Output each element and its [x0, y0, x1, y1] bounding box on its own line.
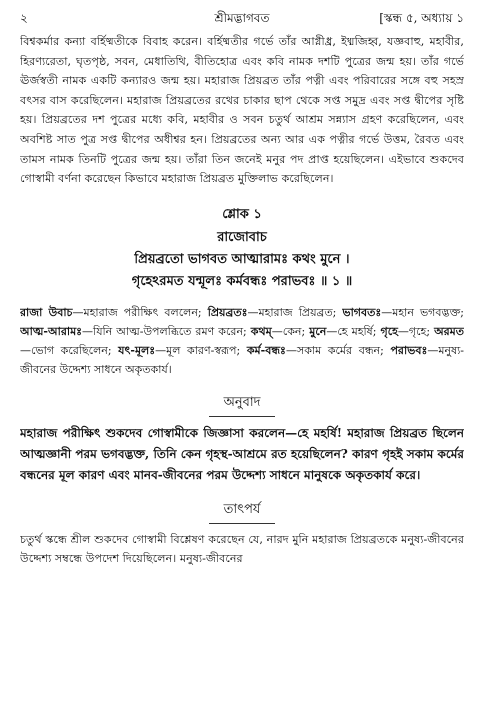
- synonym-term: গৃহে: [380, 324, 398, 338]
- purport-heading: তাৎপর্য: [223, 501, 261, 517]
- synonym-meaning: সকাম কর্মের বন্ধন;: [296, 343, 384, 357]
- verse-line: প্রিয়ব্রতো ভাগবত আত্মারামঃ কথং মুনে ।: [134, 251, 350, 267]
- synonym-meaning: কেন;: [282, 324, 306, 338]
- verse-speaker: রাজোবাচ: [217, 229, 267, 245]
- synonym-meaning: মূল কারণ-স্বরূপ;: [166, 343, 241, 357]
- verse-line: গৃহেঽরমত যন্মূলঃ কর্মবন্ধঃ পরাভবঃ ॥ ১ ॥: [131, 273, 353, 289]
- chapter-summary-paragraph: বিশ্বকর্মার কন্যা বর্হিষ্মতীকে বিবাহ করেন। বর্হিষ্মতীর গর্ভে তাঁর আগ্নীধ্র, ইধ্মজিহ্ব, যজ্ঞবাহু, মহাবীর, হিরণ্যরেতা, ঘৃতপৃষ্ঠ, সবন, মেধাতিথি, বীতিহোত্র এবং কবি নামক দশটি পুত্রের জন্ম হয়। তাঁর গর্ভে ঊর্জস্বতী নামক একটি কন্যারও জন্ম হয়। মহারাজ প্রিয়ব্রত তাঁর পত্নী এবং পরিবারের সঙ্গে বহু সহস্র বৎসর বাস করেছিলেন। মহারাজ প্রিয়ব্রতের রথের চাকার ছাপ থেকে সপ্ত সমুদ্র এবং সপ্ত দ্বীপের সৃষ্টি হয়। প্রিয়ব্রতের দশ পুত্রের মধ্যে কবি, মহাবীর ও সবন চতুর্থ আশ্রম সন্ন্যাস গ্রহণ করেছিলেন, এবং অবশিষ্ট সাত পুত্র সপ্ত দ্বীপের অধীশ্বর হন। প্রিয়ব্রতের অন্য আর এক পত্নীর গর্ভে উত্তম, রৈবত এবং তামস নামক তিনটি পুত্রের জন্ম হয়। তাঁরা তিন জনেই মনুর পদ প্রাপ্ত হয়েছিলেন। এইভাবে শুকদেব গোস্বামী বর্ণনা করেছেন কিভাবে মহারাজ প্রিয়ব্রত মুক্তিলাভ করেছিলেন।: [20, 35, 464, 186]
- synonym-meaning: যিনি আত্ম-উপলব্ধিতে রমণ করেন;: [93, 324, 247, 338]
- translation-heading: অনুবাদ: [223, 394, 261, 410]
- synonym-term: আত্ম-আরামঃ: [20, 324, 83, 338]
- page-number: ২: [20, 11, 28, 25]
- synonym-meaning: মহারাজ পরীক্ষিৎ বললেন;: [83, 305, 202, 319]
- heading-underline: [209, 523, 275, 524]
- synonym-term: অরমত: [434, 324, 464, 338]
- synonym-term: কর্ম-বন্ধঃ: [246, 343, 286, 357]
- book-page: [20, 8, 464, 702]
- synonym-term: রাজা উবাচ: [20, 305, 73, 319]
- synonym-meaning: মহান ভগবদ্ভক্ত;: [392, 305, 464, 319]
- synonym-term: মুনে: [309, 324, 327, 338]
- synonym-term: ভাগবতঃ: [342, 305, 382, 319]
- heading-underline: [209, 416, 275, 417]
- word-for-word-synonyms: রাজা উবাচ—মহারাজ পরীক্ষিৎ বললেন; প্রিয়ব্রতঃ—মহারাজ প্রিয়ব্রত; ভাগবতঃ—মহান ভগবদ্ভক্ত; আত্ম-আরামঃ—যিনি আত্ম-উপলব্ধিতে রমণ করেন; কথম্—কেন; মুনে—হে মহর্ষি; গৃহে—গৃহে; অরমত—ভোগ করেছিলেন; যৎ-মূলঃ—মূল কারণ-স্বরূপ; কর্ম-বন্ধঃ—সকাম কর্মের বন্ধন; পরাভবঃ—মনুষ্য-জীবনের উদ্দেশ্য সাধনে অকৃতকার্য।: [20, 305, 464, 376]
- page-header: [20, 8, 464, 32]
- verse-label: শ্লোক ১: [222, 206, 262, 222]
- synonym-meaning: গৃহে;: [408, 324, 431, 338]
- synonym-term: প্রিয়ব্রতঃ: [207, 305, 248, 319]
- synonym-term: কথম্: [250, 324, 272, 338]
- synonym-meaning: মনুষ্য-জীবনের উদ্দেশ্য সাধনে অকৃতকার্য।: [20, 343, 464, 376]
- synonym-term: পরাভবঃ: [390, 343, 428, 357]
- purport-text: চতুর্থ স্কন্ধে শ্রীল শুকদেব গোস্বামী বিশ্লেষণ করেছেন যে, নারদ মুনি মহারাজ প্রিয়ব্রতকে মনুষ্য-জীবনের উদ্দেশ্য সম্বন্ধে উপদেশ দিয়েছিলেন। মনুষ্য-জীবনের: [20, 532, 464, 566]
- chapter-reference: [স্কন্ধ ৫, অধ্যায় ১: [379, 11, 464, 25]
- synonym-meaning: ভোগ করেছিলেন;: [31, 343, 112, 357]
- translation-text: মহারাজ পরীক্ষিৎ শুকদেব গোস্বামীকে জিজ্ঞাসা করলেন—হে মহর্ষি! মহারাজ প্রিয়ব্রত ছিলেন আত্মজ্ঞানী পরম ভগবদ্ভক্ত, তিনি কেন গৃহস্থ-আশ্রমে রত হয়েছিলেন? কারণ গৃহই সকাম কর্মের বন্ধনের মূল কারণ এবং মানব-জীবনের পরম উদ্দেশ্য সাধনে মানুষকে অকৃতকার্য করে।: [20, 425, 464, 482]
- book-title: শ্রীমদ্ভাগবত: [214, 11, 270, 25]
- synonym-meaning: হে মহর্ষি;: [337, 324, 377, 338]
- synonym-term: যৎ-মূলঃ: [118, 343, 156, 357]
- synonym-meaning: মহারাজ প্রিয়ব্রত;: [258, 305, 337, 319]
